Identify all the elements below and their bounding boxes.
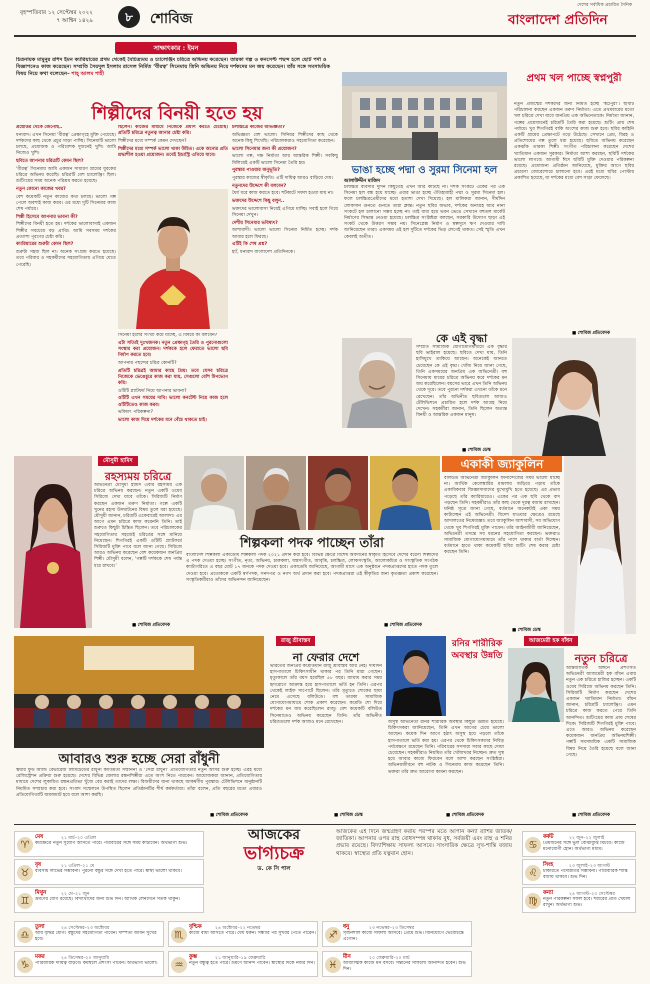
masthead (0, 0, 650, 38)
interview-paragraph: ভালো গল্প, দক্ষ নির্মাতা আর আন্তরিক শিল্পী। সবকিছু মিলিয়েই একটি ভালো সিনেমা তৈরি হয়। (232, 154, 338, 166)
badhon-photo (508, 648, 564, 722)
sign-text: নতুন বন্ধুত্ব হতে পারে। ভ্রমণে আনন্দ পাবেন। স্বাস্থ্যের দিকে নজর দিন। (189, 961, 315, 966)
horoscope-sign (322, 921, 472, 947)
zodiac-icon: ♊ (17, 893, 33, 909)
interview-col3 (232, 125, 338, 445)
rony-credit: ■ শোবিজ প্রতিবেদক (446, 813, 484, 818)
khal-credit: ■ শোবিজ প্রতিবেদক (572, 331, 610, 336)
sign-text: আধ্যাত্মিক কাজে মন বসবে। সন্তানের সাফল্যে আনন্দিত হবেন। শুভ দিন। (343, 961, 466, 973)
horoscope-intro: আজকের এই দিনে জন্মগ্রহণ করায় পরস্পর মতে আপনি কন্যা রাশির জাতক/জাতিকা। আপনার ওপর রাহু বোধসম্পন্ন থাকায় বুধ, সর্বজয়ী এবং রাহু ও শনির প্রভাব রয়েছে। বিদ্যাশিক্ষায় সাফল্য আসবে। সাংসারিক ক্ষেত্রে সুখ-শান্তি বজায় থাকবে। স্বাস্থ্যের প্রতি যত্নবান হোন। (336, 829, 512, 857)
sign-dates: ২৩ জুলাই–২৩ আগস্ট (569, 864, 610, 869)
interview-paragraph: ছবিতে আপনার চরিত্রটি কেমন ছিল? (16, 159, 84, 165)
interview-paragraph: ভালো সিনেমার জন্য কী প্রয়োজন? (232, 146, 297, 152)
badhon-block (508, 636, 636, 820)
horoscope-sign (168, 921, 318, 947)
shilpakala-photo-2 (246, 456, 306, 530)
interview-paragraph: শিল্পীদের মধ্যে সম্পর্ক কেমন দেখছেন? (118, 138, 187, 144)
interview-paragraph: ভালো কাজ দিয়ে দর্শকের মনে বেঁচে থাকতে চাই। (118, 417, 207, 423)
interview-paragraph: ভক্তদের ভালোবাসা নিয়েই এগিয়ে যাচ্ছি। সবাই হলে গিয়ে সিনেমা দেখুন। (232, 206, 338, 218)
header-rule (14, 35, 636, 37)
interview-paragraph: নতুনদের উদ্দেশে কী বলবেন? (232, 183, 287, 189)
header-date-line2: ৭ আশ্বিন ১৪২৯ (56, 18, 93, 24)
raju-body: ভারতের জনপ্রিয় কমেডিয়ান রাজু শ্রীবাস্তব আর নেই। দীর্ঘদিন হাসপাতালে চিকিৎসাধীন থাকার পর তিনি মারা গেছেন। মৃত্যুকালে তাঁর বয়স হয়েছিল ৫৮ বছর। ব্যায়াম করার সময় হৃদরোগে আক্রান্ত হয়ে হাসপাতালে ভর্তি হন তিনি। এরপর থেকেই লাইফ সাপোর্টে ছিলেন। তাঁর মৃত্যুতে শোকের ছায়া নেমে এসেছে বলিউডে। বহু তারকা সামাজিক যোগাযোগমাধ্যমে শোক প্রকাশ করেছেন। কমেডি শো দিয়ে দর্শকের মন জয় করেছিলেন রাজু। বেশ কয়েকটি বলিউড সিনেমাতেও অভিনয় করেছেন তিনি। তাঁর অভিনীত চরিত্রগুলো দর্শক আজও মনে রেখেছেন। (270, 664, 382, 725)
interview-paragraph: ভক্তদের উদ্দেশে কিছু বলুন.. (232, 199, 285, 205)
horoscope-sign (14, 831, 204, 857)
paper-logo (508, 2, 632, 34)
khal-title-text: প্রথম খল পাচ্ছে স্বপ্নপুরী (526, 73, 622, 84)
randhuni-photo (14, 636, 264, 748)
zodiac-icon: ♎ (17, 927, 33, 943)
horoscope-sign (522, 859, 636, 885)
sign-name: সিংহ (543, 862, 554, 868)
shilpakala-photo-1 (184, 456, 244, 530)
header-date (20, 9, 93, 25)
interview-paragraph: প্রশ্নোত্তর থেকে জেনেছি.. (16, 125, 63, 130)
interview-paragraph: অভিজ্ঞতা বেশ ভালো। সিনিয়র শিল্পীদের কাছ থেকে অনেক কিছু শিখেছি। পরিচালকরাও সহযোগিতা করেছেন। (232, 132, 338, 144)
rahasya-credit: ■ শোবিজ প্রতিবেদক (132, 623, 170, 628)
sign-dates: ২২ জুন–২২ জুলাই (569, 836, 605, 841)
zodiac-icon: ♓ (325, 957, 341, 973)
jacqueline-body: বলিউড অভিনেত্রী জ্যাকুলিন ফার্নান্দেজের সময় ভালো যাচ্ছে না। আর্থিক কেলেঙ্কারির মামলায় জড়িয়ে পড়ায় তাঁকে একাধিকবার জিজ্ঞাসাবাদের মুখোমুখি হতে হয়েছে। এর প্রভাব পড়েছে তাঁর ক্যারিয়ারেও। একের পর এক ছবি থেকে বাদ পড়ছেন তিনি। সহকর্মীরাও তাঁর কাছ থেকে দূরত্ব বজায় রাখছেন। ঘনিষ্ঠ সূত্রে জানা গেছে, বর্তমানে অনেকটাই একা সময় কাটাচ্ছেন এই অভিনেত্রী। বিদেশ যাওয়ার ক্ষেত্রেও রয়েছে আদালতের নিষেধাজ্ঞা। তবে জ্যাকুলিন আশাবাদী, সব অভিযোগ থেকে খুব শিগগিরই মুক্তি পাবেন। তাঁর আইনজীবী জানিয়েছেন, অভিনেত্রী তদন্তে সব ধরনের সহযোগিতা করছেন। ভক্তরাও সামাজিক যোগাযোগমাধ্যমে তাঁর পাশে থাকার বার্তা দিচ্ছেন। বর্তমানে হাতে থাকা কয়েকটি ছবির শুটিং শেষ করার চেষ্টা করছেন তিনি। (444, 476, 560, 556)
sign-dates: ২১ মার্চ–২০ এপ্রিল (61, 836, 97, 841)
interview-tag: সাক্ষাৎকার : ইমন (115, 42, 237, 54)
horoscope-author: ড. কে সি পাল (257, 866, 291, 872)
jacqueline-block (442, 456, 636, 634)
keei-block (342, 330, 507, 454)
horoscope-sign (14, 859, 204, 885)
interview-paragraph: ছিলেন। কাজের মাধ্যমে নিজেকে প্রমাণ করতে চেয়েছি। প্রতিটি চরিত্রে নতুনত্ব আনার চেষ্টা করি। (118, 125, 228, 137)
raju-tag: রাজু শ্রীবাস্তব (276, 636, 315, 646)
keei-credit: ■ শোবিজ ডেস্ক (462, 448, 491, 453)
shilpakala-body: বাংলাদেশ শিল্পকলা একাডেমি শিল্পকলা পদক ২০২১ প্রদান করা হবে। বিভিন্ন ক্ষেত্রে বিশেষ অবদানের স্বীকৃতি হিসেবে দেশের বরেণ্য শিল্পীদের এ পদক দেওয়া হচ্ছে। সংগীত, নৃত্য, অভিনয়, চারুকলা, যন্ত্রসংগীত, আবৃত্তি, চলচ্চিত্র, লোকসংস্কৃতি, আলোকচিত্র ও সাংস্কৃতিক সংগঠক ক্যাটাগরিতে এ বছর মোট ১৭ জনকে পদক দেওয়া হবে। একাডেমি জানিয়েছে, আগামী মাসে এক অনুষ্ঠানে পদকপ্রাপ্তদের হাতে পদক তুলে দেওয়া হবে। প্রত্যেককে একটি স্বর্ণপদক, সনদপত্র ও নগদ অর্থ প্রদান করা হবে। পদকপ্রাপ্তরা এই স্বীকৃতির জন্য কৃতজ্ঞতা প্রকাশ করেছেন। সংস্কৃতিকর্মীরাও তাঁদের অভিনন্দন জানিয়েছেন। (186, 553, 438, 583)
horoscope-sign (14, 921, 164, 947)
zodiac-icon: ♍ (525, 893, 541, 909)
sign-name: তুলা (35, 924, 45, 930)
interview-paragraph: পুরস্কার পাওয়ার অনুভূতি? (232, 168, 280, 174)
sign-name: মেষ (35, 834, 44, 840)
badhon-credit: ■ শোবিজ প্রতিবেদক (572, 813, 610, 818)
interview-paragraph: শুরুটা সহজ ছিল না। অনেক সংগ্রাম করতে হয়েছে। তবে পরিবার ও সহকর্মীদের সহযোগিতায় এগিয়ে যেতে পেরেছি। (16, 250, 116, 268)
sign-name: মকর (35, 954, 45, 960)
horoscope-sign (168, 951, 318, 977)
interview-paragraph: বেশ কয়েকটি নতুন কাজের কথা চলছে। ভালো গল্প পেলে অবশ্যই কাজ করব। এর মধ্যে দুটি সিনেমার কাজ শেষ পর্যায়ে। (16, 194, 116, 212)
zodiac-icon: ♐ (325, 927, 341, 943)
interview-lead (16, 57, 338, 95)
interview-block (14, 39, 340, 453)
keei-body: সম্প্রতি সামাজিক যোগাযোগমাধ্যমে এক বৃদ্ধার ছবি ভাইরাল হয়েছে। ছবিতে দেখা যায়, তিনি হাসিমুখে তাকিয়ে আছেন। অনেকেই জানতে চেয়েছেন কে এই বৃদ্ধা। খোঁজ নিয়ে জানা গেছে, তিনি একসময়ের জনপ্রিয় এক অভিনেত্রী। বহু সিনেমায় মায়ের চরিত্রে অভিনয় করে দর্শকের মন জয় করেছিলেন। বয়সের ভারে এখন তিনি অভিনয় থেকে দূরে। তবে পুরনো দর্শকরা এখনো তাঁকে মনে রেখেছেন। তাঁর অভিনীত ছবিগুলো আজও টেলিভিশনে প্রচারিত হলে দর্শক আগ্রহ নিয়ে দেখেন। সহকর্মীরা জানান, তিনি ছিলেন অত্যন্ত বিনয়ী ও আন্তরিক একজন মানুষ। (416, 345, 507, 419)
zodiac-icon: ♒ (171, 957, 187, 973)
sign-text: ব্যবসায় লাভের সম্ভাবনা। পুরনো বন্ধুর সঙ্গে দেখা হতে পারে। স্বাস্থ্য ভালো থাকবে। (35, 869, 182, 874)
jacqueline-tag: একাকী জ্যাকুলিন (442, 456, 562, 472)
sign-name: মীন (343, 954, 351, 960)
horoscope-header (214, 827, 334, 879)
cinema-byline: আলাউদ্দীন মাজিদ (344, 179, 380, 184)
interview-paragraph: শিল্পীদের মধ্যে সম্পর্ক ভালো থাকা উচিত। একে অন্যের প্রতি শ্রদ্ধাশীল হওয়া প্রয়োজন। তবেই ইন্ডাস্ট্রি এগিয়ে যাবে। (118, 146, 228, 158)
interview-col2-lower (118, 333, 228, 445)
interview-paragraph: হ্যাঁ, ধন্যবাদ বাংলাদেশ প্রতিদিনকে। (232, 249, 295, 255)
rony-block (386, 636, 506, 820)
rony-title (448, 638, 506, 662)
interview-title: শিল্পীদের বিনয়ী হতে হয় (91, 103, 263, 124)
zodiac-icon: ♉ (17, 865, 33, 881)
horoscope-title-line1: আজকের (248, 827, 300, 843)
jacqueline-photo (564, 456, 636, 634)
randhuni-title: আবারও শুরু হচ্ছে সেরা রাঁধুনী (58, 752, 220, 767)
interview-paragraph: ভবিষ্যৎ পরিকল্পনা? (118, 410, 154, 416)
zodiac-icon: ♋ (525, 837, 541, 853)
sign-dates: ২৪ ডিসেম্বর–২০ জানুয়ারি (61, 956, 110, 961)
mousumi-photo (14, 456, 92, 628)
sign-text: প্রিয়জনের সঙ্গে ভুল বোঝাবুঝি মিটবে। কাজে মনোযোগী হোন। অর্থভাগ্য মধ্যম। (543, 841, 625, 853)
interview-paragraph: ধৈর্য ধরে কাজ করতে হবে। শর্টকাটে সফল হওয়া যায় না। (232, 191, 334, 197)
interview-paragraph: প্রতিটি চরিত্রই আমার কাছে প্রিয়। তবে যেসব চরিত্রে নিজেকে ভেঙেচুরে কাজ করা যায়, সেগুলো বেশি উপভোগ করি। (118, 368, 228, 386)
badhon-title: নতুন চরিত্রে (574, 652, 628, 665)
randhuni-body: স্কয়ার ফুড অ্যান্ড বেভারেজ লিমিটেডের রাঁধুনী কীর্তিমতী সম্মাননা ও ‘সেরা রাঁধুনী’ প্রতিযোগিতার নতুন আসর শুরু হচ্ছে। এরই মধ্যে রেজিস্ট্রেশন প্রক্রিয়া শুরু হয়েছে। দেশের বিভিন্ন জেলার রন্ধনশিল্পীরা এতে অংশ নিতে পারবেন। আয়োজকরা জানান, প্রতিযোগিতার মাধ্যমে দেশের লুকায়িত রন্ধনপ্রতিভা খুঁজে বের করাই তাদের লক্ষ্য। বিজয়ীদের জন্য থাকছে আকর্ষণীয় পুরস্কার। টেলিভিশনে অনুষ্ঠানটি নিয়মিত সম্প্রচার করা হবে। সংবাদ সম্মেলনে উপস্থিত ছিলেন প্রতিষ্ঠানটির শীর্ষ কর্মকর্তারা। তাঁরা বলেন, প্রতি বছরের মতো এবারও প্রতিযোগিতাটি জমজমাট হবে বলে আশা করছি। (16, 768, 262, 798)
interview-paragraph: ক্যারিয়ারের শুরুটা কেমন ছিল? (16, 242, 74, 248)
interview-paragraph: এটা সত্যিই দুঃখজনক। নতুন প্রেক্ষাগৃহ তৈরি ও পুরনোগুলো সংস্কার করা প্রয়োজন। দর্শককে হলে ফেরাতে ভালো ছবি নির্মাণ করতে হবে। (118, 340, 228, 359)
zodiac-icon: ♏ (171, 927, 187, 943)
old-woman-photo (342, 338, 412, 428)
rahasya-title: রহস্যময় চরিত্রে (104, 470, 172, 483)
raju-title: না ফেরার দেশে (292, 651, 360, 664)
shilpakala-title: শিল্পকলা পদক পাচ্ছেন তাঁরা (240, 536, 384, 551)
khal-body: নতুন প্রজন্মের দর্শকদের জন্য নির্মিত হচ্ছে ‘স্বপ্নপুরী’। ছবিটি পরিচালনা করছেন একজন তরুণ নির্মাতা। এতে প্রথমবারের মতো খল চরিত্রে দেখা যাবে জনপ্রিয় এক অভিনেতাকে। নির্মাতা জানান, গল্পের প্রয়োজনেই চরিত্রটি তৈরি করা হয়েছে। শুটিং প্রায় শেষ পর্যায়ে। খুব শিগগিরই বাকি অংশের কাজ শুরু হবে। ছবির কাহিনি একটি গ্রামের প্রেক্ষাপটে গড়ে উঠেছে। সেখানে প্রেম, বিরহ ও প্রতিশোধের গল্প তুলে ধরা হয়েছে। ছবিতে অভিনয় করেছেন একঝাঁক তারকা শিল্পী। সংগীত পরিচালনা করেছেন দেশের খ্যাতিমান একজন সুরকার। নির্মাতা আশা করছেন, ছবিটি দর্শকের ভালো লাগবে। আগামী ঈদে ছবিটি মুক্তি দেওয়ার পরিকল্পনা রয়েছে। প্রযোজনা প্রতিষ্ঠান জানিয়েছে, মুক্তির আগে ছবির প্রচারণা জোরেশোরে চালানো হবে। এরই মধ্যে ছবির পোস্টার প্রকাশিত হয়েছে, যা দর্শকের মধ্যে বেশ সাড়া ফেলেছে। (514, 102, 634, 182)
sign-dates: ২০ ফেব্রুয়ারি–২০ মার্চ (369, 956, 410, 961)
cinema-photo (342, 72, 507, 160)
raju-credit: ■ শোবিজ ডেস্ক (334, 813, 363, 818)
sign-dates: ২২ মে–২১ জুন (61, 892, 90, 897)
horoscope-sign (322, 951, 472, 977)
sign-dates: ২১ এপ্রিল–২১ মে (61, 864, 95, 869)
interview-paragraph: দেশীয় সিনেমার ভবিষ্যৎ? (232, 220, 278, 226)
cinema-body: চলচ্চিত্র ব্যবসার দুর্দিন কিছুতেই এখন আর কাটছে না। দর্শক সংকটে একের পর এক সিনেমা হল বন্ধ হয়ে যাচ্ছে। এবার ভাঙা হচ্ছে ঐতিহ্যবাহী পদ্মা ও সুরমা সিনেমা হল। ফলে চলচ্চিত্রপ্রেমীদের মধ্যে হতাশা দেখা দিয়েছে। হল মালিকরা জানান, দীর্ঘদিন লোকসান গুনতে গুনতে তারা ক্লান্ত। নতুন ছবির অভাব, দর্শকের অনাগ্রহ আর নানা সংকটে হল চালানো সম্ভব হচ্ছে না। তাই বাধ্য হয়ে ভবন ভেঙে সেখানে বহুতল মার্কেট নির্মাণের সিদ্ধান্ত নেওয়া হয়েছে। চলচ্চিত্র সংশ্লিষ্টরা বলছেন, সরকারি উদ্যোগ ছাড়া এই সংকট থেকে উত্তরণ সম্ভব নয়। সিনেপ্লেক্স নির্মাণ ও স্বল্পসুদে ঋণ দেওয়ার দাবি জানিয়েছেন তারা। একসময় এই হল দুটিতে দর্শকের ভিড় লেগেই থাকত। সেই স্মৃতি এখন কেবলই অতীত। (344, 185, 505, 240)
horoscope-section (14, 824, 636, 982)
rahasya-tag: মৌসুমী হামিদ (98, 456, 138, 466)
interview-paragraph: নতুন কোনো কাজের খবর? (16, 186, 66, 192)
imon-photo (118, 189, 228, 329)
interview-paragraph: চলচ্চিত্রে কাজের অভিজ্ঞতা? (232, 125, 285, 130)
sign-text: ভ্রমণের যোগ রয়েছে। বিদ্যার্থীদের জন্য শুভ দিন। আর্থিক লেনদেনে সতর্ক থাকুন। (35, 897, 180, 902)
sign-text: কাজে বাধা আসতে পারে। ধৈর্য ধরুন। সন্ধ্যার পর সুখবর পেতে পারেন। (189, 931, 316, 936)
sign-text: পারিবারিক দায়িত্ব বাড়বে। কর্মস্থলে প্রশংসা পাবেন। অর্থভাগ্য ভালো। (35, 961, 158, 966)
page-number: ৮ (118, 6, 140, 28)
badhon-tag: আজমেরী হক বাঁধন (524, 636, 578, 646)
sign-dates: ২৪ অক্টোবর–২২ নভেম্বর (215, 926, 261, 931)
randhuni-credit: ■ শোবিজ প্রতিবেদক (210, 813, 248, 818)
sign-name: কুম্ভ (189, 954, 198, 960)
shilpakala-photo-3 (308, 456, 368, 530)
sign-name: কর্কট (543, 834, 554, 840)
sign-dates: ২৪ সেপ্টেম্বর–২৩ অক্টোবর (61, 926, 110, 931)
interview-paragraph: আপনার পছন্দের চরিত্র কোনটি? (118, 360, 177, 366)
shilpakala-credit: ■ শোবিজ প্রতিবেদক (384, 623, 422, 628)
sign-text: সৃজনশীল কাজে সাফল্য আসবে। প্রেমে শুভ। বিনিয়োগে ভেবেচিন্তে এগোন। (343, 931, 464, 943)
header-date-line1: বৃহস্পতিবার ১২ সেপ্টেম্বর ২০২২ (20, 10, 93, 16)
zodiac-icon: ♌ (525, 865, 541, 881)
interview-col2 (118, 125, 228, 185)
interview-paragraph: ওটিটি প্ল্যাটফর্ম নিয়ে আপনার ভাবনা? (118, 388, 187, 394)
paper-tagline: দেশের সর্বাধিক প্রচারিত দৈনিক (577, 3, 632, 8)
horoscope-title-line2: ভাগ্যচক্র (243, 843, 305, 864)
keei-title: কে এই বৃদ্ধা (435, 332, 488, 345)
interview-paragraph: পুরস্কার কাজের স্বীকৃতি। এটি দায়িত্ব আরও বাড়িয়ে দেয়। (232, 175, 334, 181)
interview-lead-text: চিত্রনায়ক মামুনুর রশিদ ইমন ক্যারিয়ারের প্রথম থেকেই বৈচিত্র্যময় ও চ্যালেঞ্জিং চরিত্রে অভিনয় করেছেন। তারকা গল্প ও কনসেপ্ট পছন্দ হলে ছোট পর্দা ও বিজ্ঞাপনেও কাজ করেছেন। সম্প্রতি সৈয়দুল ইসলাম রাসেল নির্মিত ‘বীরত্ব’ সিনেমায় তিনি অভিনয় নিয়ে দর্শকদের মন জয় করেছেন। তাঁর সঙ্গে সমসাময়িক বিষয় নিয়ে কথা বলেছেন– (16, 57, 331, 77)
randhuni-block (14, 636, 264, 820)
interview-paragraph: আশাবাদী। ভালো ভালো সিনেমা নির্মিত হচ্ছে। দর্শক আবার হলে ফিরছে। (232, 228, 338, 240)
jacqueline-credit: ■ শোবিজ ডেস্ক (512, 628, 541, 633)
interview-paragraph: এটিই কি শেষ প্রশ্ন? (232, 242, 268, 248)
raju-block (268, 636, 384, 820)
interview-col1 (16, 125, 116, 445)
horoscope-sign (522, 887, 636, 913)
sign-dates: ২১ জানুয়ারি–১৯ ফেব্রুয়ারি (215, 956, 266, 961)
sign-dates: ২৩ নভেম্বর–২৩ ডিসেম্বর (369, 926, 415, 931)
sign-name: বৃষ (35, 862, 41, 868)
horoscope-sign (14, 887, 204, 913)
khal-block (512, 72, 636, 336)
badhon-body: আন্তর্জাতিক অঙ্গনে প্রশংসিত অভিনেত্রী আজমেরী হক বাঁধন এবার নতুন এক চরিত্রে হাজির হচ্ছেন। একটি ওয়েব সিরিজে অভিনয় করছেন তিনি। সিরিজটি নির্মাণ করছেন দেশের একজন খ্যাতিমান নির্মাতা। বাঁধন জানান, চরিত্রটি চ্যালেঞ্জিং। এমন চরিত্রে কাজ করতে পেরে তিনি আনন্দিত। শুটিংয়ের কাজ প্রায় শেষের দিকে। সিরিজটি শিগগিরই মুক্তি পাবে। এতে আরও অভিনয় করেছেন কয়েকজন জনপ্রিয় অভিনয়শিল্পী। গল্পটি সমসাময়িক একটি সামাজিক বিষয় নিয়ে তৈরি হয়েছে বলে জানা গেছে। (566, 666, 636, 758)
zodiac-icon: ♈ (17, 837, 33, 853)
paper-name: বাংলাদেশ প্রতিদিন (508, 12, 608, 28)
interview-paragraph: শিল্পীদের বিনয়ী হতে হয়। দর্শকের ভালোবাসাই একজন শিল্পীর সবচেয়ে বড় প্রাপ্তি। আমি সবসময় দর্শকের প্রত্যাশা পূরণের চেষ্টা করি। (16, 222, 116, 240)
interview-paragraph: ‘বীরত্ব’ সিনেমায় আমি একজন সাধারণ গ্রামের যুবকের চরিত্রে অভিনয় করেছি। চরিত্রটি বেশ চ্যালেঞ্জিং ছিল। শুটিংয়ের সময় অনেক পরিশ্রম করতে হয়েছে। (16, 166, 116, 185)
rahasya-body: অভিনেত্রী মৌসুমী হামিদ এবার রহস্যময় এক চরিত্রে অভিনয় করছেন। নতুন একটি ওয়েব সিরিজে দেখা যাবে তাঁকে। সিরিজটি নির্মাণ করছেন একজন তরুণ নির্মাতা। গল্পে একটি খুনের রহস্য উদঘাটনের বিষয় তুলে ধরা হয়েছে। মৌসুমী জানান, চরিত্রটি একেবারেই আলাদা। এর আগে এমন চরিত্রে কাজ করেননি তিনি। তাই শুরুতে কিছুটা চিন্তিত ছিলেন। তবে পরিচালকের সহযোগিতায় সহজেই চরিত্রের সঙ্গে মানিয়ে নিয়েছেন। শিগগিরই একটি ওটিটি প্ল্যাটফর্মে সিরিজটি মুক্তি পাবে বলে জানা গেছে। সিরিজে আরও অভিনয় করেছেন বেশ কয়েকজন জনপ্রিয় শিল্পী। মৌসুমী বলেন, ‘গল্পটি দর্শককে শেষ পর্যন্ত ধরে রাখবে।’ (94, 483, 182, 569)
rahasya-block (14, 456, 182, 630)
sign-text: নতুন পরিকল্পনা সফল হবে। শরীরের প্রতি খেয়াল রাখুন। অর্থভাগ্য শুভ। (543, 897, 631, 909)
horoscope-sign (522, 831, 636, 857)
cinema-title: ভাঙা হচ্ছে পদ্মা ও সুরমা সিনেমা হল (351, 165, 498, 176)
sign-name: ধনু (343, 924, 350, 930)
shilpakala-block (184, 456, 440, 630)
interview-paragraph: ওটিটি এখন সময়ের দাবি। ভালো কনটেন্ট নিয়ে কাজ হলে ওটিটিতেও কাজ করব। (118, 396, 228, 408)
sign-name: কন্যা (543, 890, 554, 896)
shilpakala-photo-4 (370, 456, 440, 530)
rony-body: অসুস্থ অভিনেতা রনির শারীরিক অবস্থার কিছুটা উন্নতি হয়েছে। চিকিৎসকরা জানিয়েছেন, তিনি এখন আগের চেয়ে ভালো আছেন। কয়েক দিন আগে হঠাৎ অসুস্থ হয়ে পড়লে তাঁকে হাসপাতালে ভর্তি করা হয়। এরপর থেকে চিকিৎসকদের নিবিড় পর্যবেক্ষণে রয়েছেন তিনি। পরিবারের সদস্যরা সবার কাছে দোয়া চেয়েছেন। সহকর্মীরাও নিয়মিত তাঁর খোঁজখবর নিচ্ছেন। দ্রুত সুস্থ হয়ে আবার কাজে ফিরবেন বলে আশা করছেন সংশ্লিষ্টরা। অভিনয়জীবনে বহু নাটক ও সিনেমায় কাজ করেছেন তিনি। ভক্তরা তাঁর দ্রুত আরোগ্য কামনা করছেন। (388, 720, 504, 775)
zodiac-icon: ♑ (17, 957, 33, 973)
sign-name: মিথুন (35, 890, 47, 896)
cinema-block (342, 72, 507, 327)
rony-title-text: রনির শারীরিক অবস্থার উন্নতি (451, 639, 503, 661)
sign-text: আয় বৃদ্ধির যোগ। বন্ধুদের সহযোগিতা পাবেন। দাম্পত্য জীবন সুখের হবে। (35, 931, 157, 943)
sign-text: চাকরিতে পদোন্নতির সম্ভাবনা। পারিবারিক শান্তি বজায় থাকবে। শুভ দিন। (543, 869, 628, 881)
khal-title (512, 72, 636, 85)
interview-paragraph: সিনেমা হলের সংখ্যা কমে যাচ্ছে, এ বিষয়ে কী বলবেন? (118, 333, 218, 338)
interview-paragraph: শিল্পী হিসেবে আপনার ভাবনা কী? (16, 214, 78, 220)
interview-byline: শাহ্ আলম শাহী (71, 70, 104, 77)
sign-name: বৃশ্চিক (189, 924, 202, 930)
jacqueline-photo-top (512, 338, 636, 456)
sign-text: কর্মক্ষেত্রে নতুন সুযোগ আসতে পারে। পরিবারের সঙ্গে সময় কাটাবেন। অর্থভাগ্য শুভ। (35, 841, 188, 846)
sign-dates: ২৪ আগস্ট–২৩ সেপ্টেম্বর (569, 892, 615, 897)
section-title: শোবিজ (150, 11, 193, 27)
horoscope-sign (14, 951, 164, 977)
interview-paragraph: ধন্যবাদ। এখন সিনেমা ‘বীরত্ব’ প্রেক্ষাগৃহে মুক্তি পেয়েছে। দর্শকদের কাছ থেকে প্রচুর সাড়া পাচ্ছি। সিনেমাটি ভালো চলছে, প্রযোজক ও পরিবেশক দুজনেই খুশি। আমি নিজেও খুশি। (16, 132, 116, 157)
